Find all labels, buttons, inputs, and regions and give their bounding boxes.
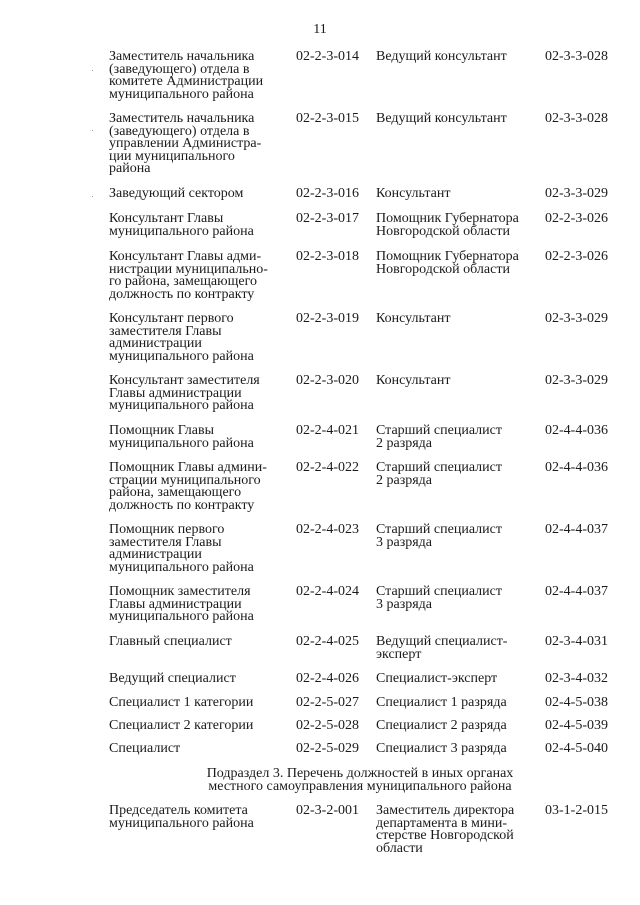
scan-mark [92,196,93,197]
position-title: Председатель комитета муниципального района [109,803,254,831]
position-title: Ведущий специалист [109,671,236,686]
equivalent-code: 02-4-5-038 [545,695,608,710]
position-title: Специалист 1 категории [109,695,254,710]
position-code: 02-2-3-019 [296,311,359,326]
position-code: 02-2-5-029 [296,741,359,756]
equivalent-title: Помощник Губернатора Новгородской области [376,249,519,277]
position-code: 02-3-2-001 [296,803,359,818]
position-code: 02-2-5-028 [296,718,359,733]
position-title: Заведующий сектором [109,186,244,201]
equivalent-title: Ведущий консультант [376,49,507,64]
position-code: 02-2-4-022 [296,460,359,475]
position-code: 02-2-3-017 [296,211,359,226]
position-code: 02-2-3-014 [296,49,359,64]
position-code: 02-2-4-021 [296,423,359,438]
position-code: 02-2-3-018 [296,249,359,264]
position-title: Помощник Главы админи- страции муниципального района, замещающего должность по контракту [109,460,267,513]
equivalent-code: 03-1-2-015 [545,803,608,818]
equivalent-title: Старший специалист 2 разряда [376,423,502,451]
equivalent-title: Специалист-эксперт [376,671,498,686]
position-title: Заместитель начальника (заведующего) отдела в управлении Администра- ции муниципального района [109,111,262,176]
position-title: Специалист 2 категории [109,718,254,733]
equivalent-title: Специалист 1 разряда [376,695,507,710]
equivalent-code: 02-2-3-026 [545,249,608,264]
equivalent-code: 02-3-4-031 [545,634,608,649]
equivalent-title: Специалист 2 разряда [376,718,507,733]
position-code: 02-2-4-025 [296,634,359,649]
equivalent-code: 02-3-3-029 [545,373,608,388]
equivalent-code: 02-3-4-032 [545,671,608,686]
equivalent-code: 02-4-4-036 [545,423,608,438]
position-code: 02-2-3-020 [296,373,359,388]
position-title: Консультант первого заместителя Главы администрации муниципального района [109,311,254,364]
equivalent-title: Старший специалист 3 разряда [376,522,502,550]
equivalent-code: 02-3-3-028 [545,111,608,126]
position-title: Консультант заместителя Главы администрации муниципального района [109,373,260,413]
position-title: Помощник Главы муниципального района [109,423,254,451]
position-title: Помощник первого заместителя Главы администрации муниципального района [109,522,254,575]
equivalent-code: 02-4-4-037 [545,584,608,599]
equivalent-code: 02-2-3-026 [545,211,608,226]
equivalent-code: 02-3-3-029 [545,311,608,326]
equivalent-code: 02-3-3-028 [545,49,608,64]
equivalent-code: 02-4-4-037 [545,522,608,537]
equivalent-code: 02-4-5-039 [545,718,608,733]
position-title: Специалист [109,741,181,756]
equivalent-code: 02-4-5-040 [545,741,608,756]
subsection-heading: Подраздел 3. Перечень должностей в иных органах местного самоуправления муниципального района [206,766,514,794]
equivalent-code: 02-3-3-029 [545,186,608,201]
position-title: Главный специалист [109,634,232,649]
position-title: Консультант Главы муниципального района [109,211,254,239]
equivalent-title: Ведущий специалист- эксперт [376,634,508,662]
position-title: Заместитель начальника (заведующего) отдела в комитете Администрации муниципального района [109,49,264,102]
equivalent-title: Специалист 3 разряда [376,741,507,756]
equivalent-title: Помощник Губернатора Новгородской области [376,211,519,239]
equivalent-title: Заместитель директора департамента в мини- стерстве Новгородской области [376,803,515,856]
equivalent-title: Старший специалист 3 разряда [376,584,502,612]
equivalent-title: Консультант [376,186,451,201]
position-code: 02-2-5-027 [296,695,359,710]
positions-table [109,51,624,111]
position-title: Помощник заместителя Главы администрации муниципального района [109,584,254,624]
equivalent-title: Консультант [376,373,451,388]
scan-mark [92,70,93,71]
equivalent-code: 02-4-4-036 [545,460,608,475]
position-code: 02-2-3-015 [296,111,359,126]
table-row [109,51,624,111]
position-code: 02-2-4-026 [296,671,359,686]
equivalent-title: Старший специалист 2 разряда [376,460,502,488]
position-code: 02-2-3-016 [296,186,359,201]
equivalent-title: Ведущий консультант [376,111,507,126]
page-number: 11 [313,22,327,37]
scan-mark [92,130,93,131]
position-code: 02-2-4-023 [296,522,359,537]
equivalent-title: Консультант [376,311,451,326]
position-title: Консультант Главы адми- нистрации муниципально- го района, замещающего должность по контракту [109,249,268,302]
position-code: 02-2-4-024 [296,584,359,599]
